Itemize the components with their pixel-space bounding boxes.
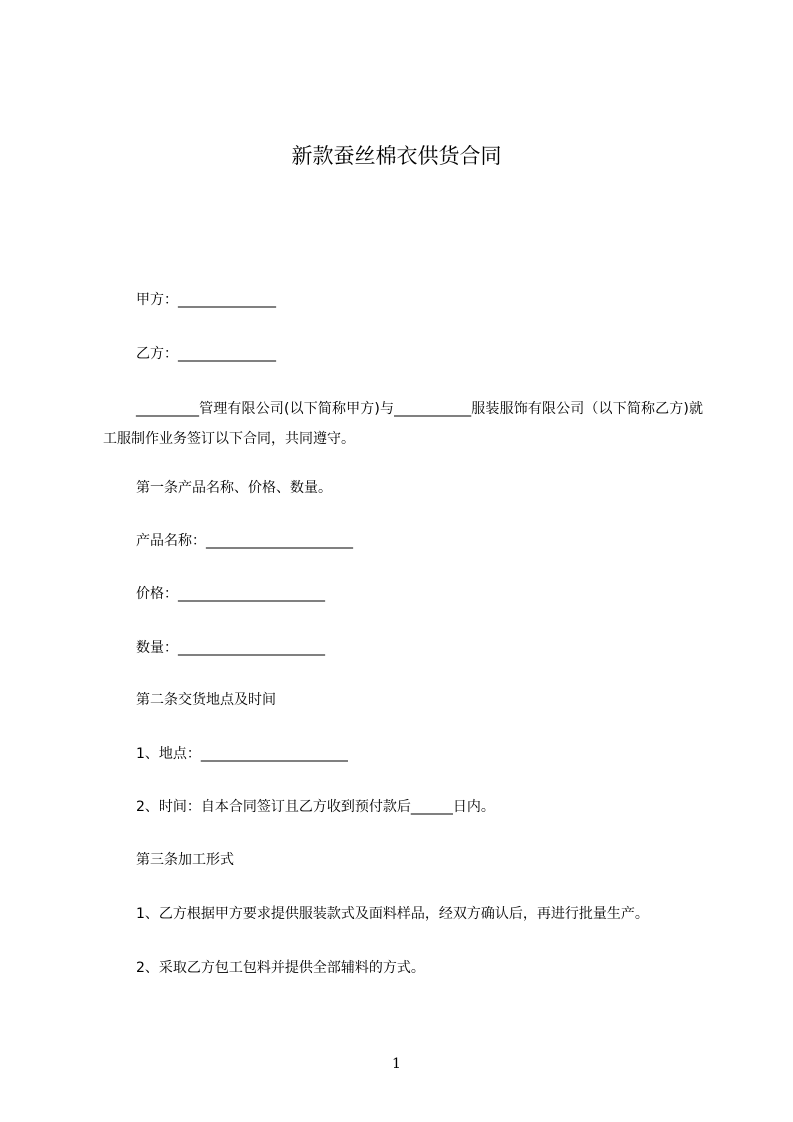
document-title: 新款蚕丝棉衣供货合同 [291, 144, 502, 168]
article-1-heading: 第一条产品名称、价格、数量。 [136, 480, 332, 496]
product-name-line: 产品名称：_____________________ [136, 533, 353, 549]
intro-paragraph: _________管理有限公司(以下简称甲方)与___________服装服饰有限公司（以下简称乙方)就工服制作业务签订以下合同，共同遵守。 [103, 401, 703, 447]
time-line: 2、时间：自本合同签订且乙方收到预付款后______日内。 [136, 799, 495, 815]
location-line: 1、地点：_____________________ [136, 746, 348, 762]
article-2-heading: 第二条交货地点及时间 [136, 692, 276, 708]
processing-form-item-2: 2、采取乙方包工包料并提供全部辅料的方式。 [136, 960, 425, 976]
party-a-line: 甲方：______________ [136, 292, 276, 308]
quantity-line: 数量：_____________________ [136, 640, 325, 656]
page-number: 1 [392, 1056, 401, 1072]
article-3-heading: 第三条加工形式 [136, 852, 234, 868]
processing-form-item-1: 1、乙方根据甲方要求提供服装款式及面料样品，经双方确认后，再进行批量生产。 [136, 906, 649, 922]
party-b-line: 乙方：______________ [136, 346, 276, 362]
price-line: 价格：_____________________ [136, 586, 325, 602]
